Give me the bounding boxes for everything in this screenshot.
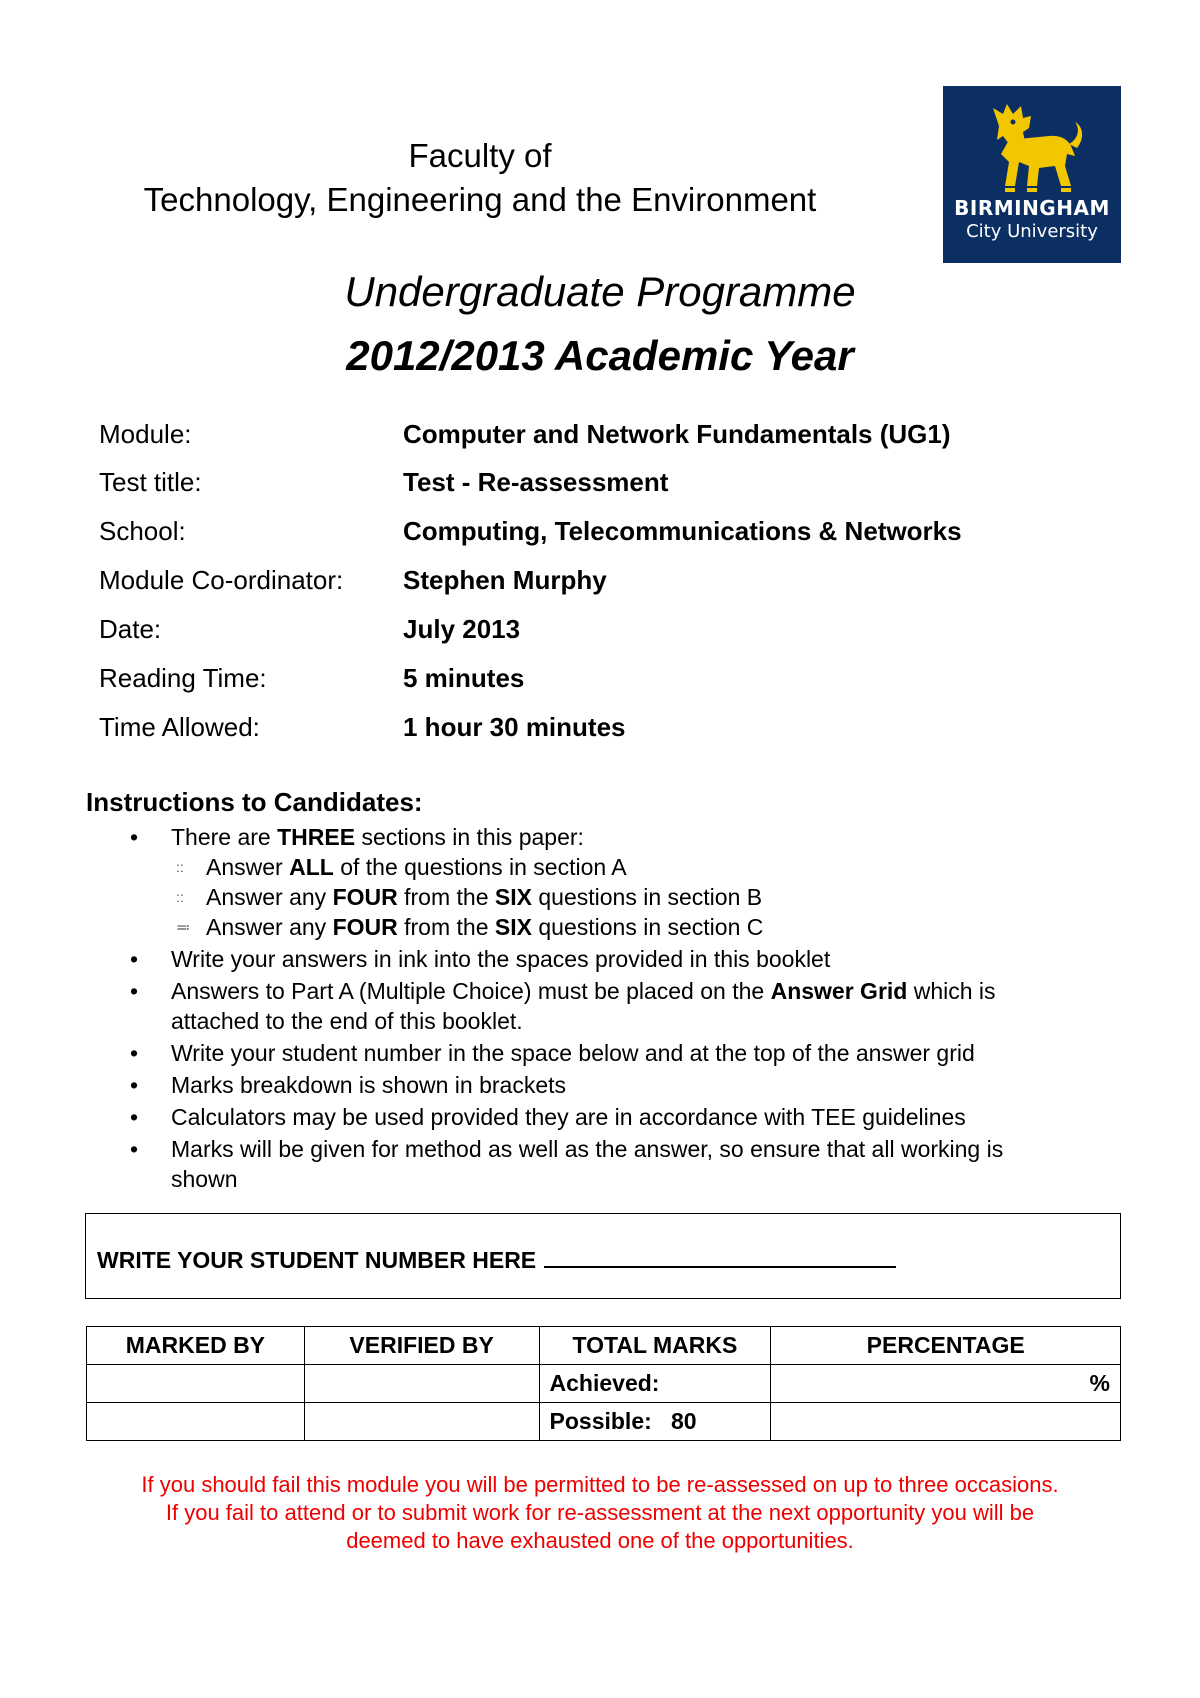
- bullet-icon: •: [130, 1136, 139, 1162]
- possible-cell: [539, 1403, 771, 1441]
- bullet-icon: •: [130, 1104, 139, 1130]
- header-verified-by: VERIFIED BY: [304, 1327, 539, 1365]
- bullet-icon: •: [130, 1040, 139, 1066]
- bullet-icon: •: [130, 1072, 139, 1098]
- header-percentage: PERCENTAGE: [771, 1327, 1121, 1365]
- verified-by-cell[interactable]: [304, 1403, 539, 1441]
- student-number-field[interactable]: [97, 1247, 896, 1274]
- logo-line-2: City University: [966, 221, 1098, 242]
- warning-line-1: If you should fail this module you will be permitted to be re-assessed on up to three occasions.: [141, 1472, 1059, 1497]
- detail-label: School:: [99, 516, 186, 546]
- marks-table: [86, 1326, 1121, 1441]
- detail-value: Stephen Murphy: [403, 565, 607, 595]
- university-logo: [943, 86, 1121, 263]
- possible-value: 80: [670, 1408, 697, 1434]
- warning-line-2: If you fail to attend or to submit work for re-assessment at the next opportunity you will be: [165, 1500, 1035, 1525]
- bullet-icon: •: [130, 946, 139, 972]
- sub-bullet-icon: ::: [176, 889, 184, 905]
- detail-value: Computer and Network Fundamentals (UG1): [403, 419, 951, 449]
- faculty-heading: [80, 134, 880, 222]
- header-marked-by: MARKED BY: [87, 1327, 305, 1365]
- percent-sign: %: [1089, 1370, 1110, 1396]
- detail-label: Test title:: [99, 467, 202, 497]
- detail-value: Computing, Telecommunications & Networks: [403, 516, 962, 546]
- student-number-label: WRITE YOUR STUDENT NUMBER HERE: [97, 1247, 537, 1273]
- table-row: [87, 1403, 1121, 1441]
- table-header-row: [87, 1327, 1121, 1365]
- lion-icon: [979, 96, 1085, 196]
- empty-cell: [771, 1403, 1121, 1441]
- detail-value: 5 minutes: [403, 663, 525, 693]
- bullet-icon: •: [130, 824, 139, 850]
- marked-by-cell[interactable]: [87, 1365, 305, 1403]
- warning-line-3: deemed to have exhausted one of the opportunities.: [346, 1528, 854, 1553]
- detail-value: Test - Re-assessment: [403, 467, 669, 497]
- header-total-marks: TOTAL MARKS: [539, 1327, 771, 1365]
- faculty-line-2: Technology, Engineering and the Environment: [143, 181, 817, 218]
- achieved-label: Achieved:: [539, 1365, 771, 1403]
- sub-bullet-icon: ≕: [176, 919, 190, 935]
- detail-label: Time Allowed:: [99, 712, 260, 742]
- detail-value: July 2013: [403, 614, 521, 644]
- programme-title: Undergraduate Programme: [344, 268, 856, 315]
- detail-label: Date:: [99, 614, 162, 644]
- academic-year-title: 2012/2013 Academic Year: [346, 332, 854, 379]
- student-number-line[interactable]: [544, 1266, 896, 1268]
- marked-by-cell[interactable]: [87, 1403, 305, 1441]
- instructions-title: Instructions to Candidates:: [86, 787, 423, 817]
- detail-value: 1 hour 30 minutes: [403, 712, 626, 742]
- detail-label: Reading Time:: [99, 663, 267, 693]
- sub-bullet-icon: ::: [176, 859, 184, 875]
- reassessment-warning: [0, 1471, 1200, 1555]
- faculty-line-1: Faculty of: [408, 137, 552, 174]
- bullet-icon: •: [130, 978, 139, 1004]
- percentage-cell[interactable]: [771, 1365, 1121, 1403]
- student-number-box: [85, 1213, 1121, 1299]
- table-row: [87, 1365, 1121, 1403]
- detail-label: Module:: [99, 419, 192, 449]
- possible-label: Possible:: [549, 1408, 652, 1434]
- logo-line-1: BIRMINGHAM: [954, 196, 1110, 220]
- verified-by-cell[interactable]: [304, 1365, 539, 1403]
- detail-label: Module Co-ordinator:: [99, 565, 344, 595]
